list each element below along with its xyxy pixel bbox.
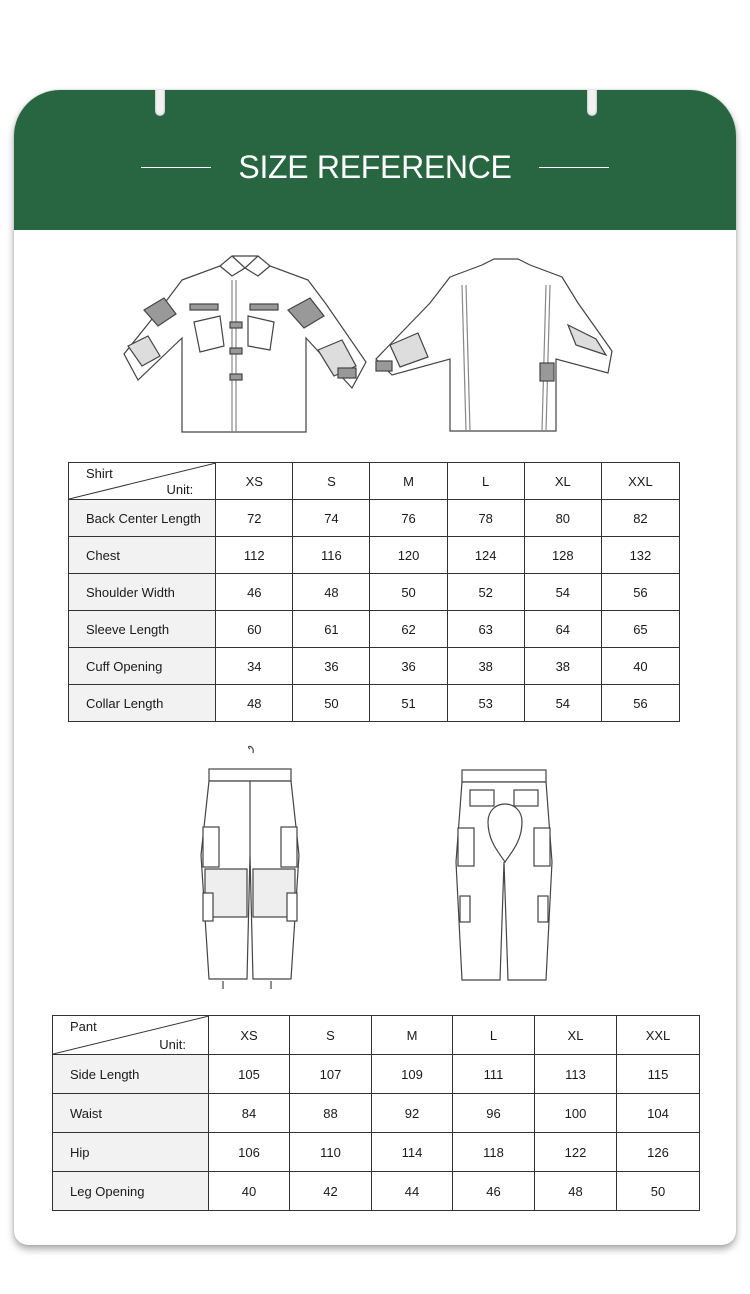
table-cell: 54 — [524, 685, 601, 722]
table-cell: 53 — [447, 685, 524, 722]
shirt-front-illustration — [120, 250, 370, 440]
table-cell: 96 — [453, 1094, 535, 1133]
table-cell: 82 — [601, 500, 679, 537]
row-label: Hip — [53, 1133, 209, 1172]
table-cell: 124 — [447, 537, 524, 574]
table-cell: 48 — [216, 685, 293, 722]
table-cell: 63 — [447, 611, 524, 648]
table-row — [69, 611, 680, 648]
row-label: Cuff Opening — [69, 648, 216, 685]
table-cell: 104 — [617, 1094, 700, 1133]
row-label: Leg Opening — [53, 1172, 209, 1211]
table-cell: 36 — [293, 648, 370, 685]
table-row — [53, 1055, 700, 1094]
table-cell: 65 — [601, 611, 679, 648]
table-cell: 72 — [216, 500, 293, 537]
size-header: XS — [209, 1016, 290, 1055]
row-label: Collar Length — [69, 685, 216, 722]
table-cell: 64 — [524, 611, 601, 648]
row-label: Waist — [53, 1094, 209, 1133]
size-header: L — [447, 463, 524, 500]
table-cell: 40 — [601, 648, 679, 685]
table-cell: 114 — [372, 1133, 453, 1172]
table-cell: 107 — [290, 1055, 372, 1094]
table-cell: 113 — [535, 1055, 617, 1094]
size-header: M — [370, 463, 447, 500]
shirt-size-table — [68, 462, 680, 722]
table-cell: 54 — [524, 574, 601, 611]
table-cell: 84 — [209, 1094, 290, 1133]
table-cell: 36 — [370, 648, 447, 685]
table-cell: 105 — [209, 1055, 290, 1094]
table-cell: 110 — [290, 1133, 372, 1172]
title-divider-right — [539, 167, 609, 168]
page-title: SIZE REFERENCE — [238, 148, 512, 185]
table-cell: 48 — [535, 1172, 617, 1211]
row-label: Chest — [69, 537, 216, 574]
size-header: L — [453, 1016, 535, 1055]
header-banner — [14, 90, 736, 230]
table-cell: 88 — [290, 1094, 372, 1133]
size-header: XXL — [617, 1016, 700, 1055]
table-cell: 111 — [453, 1055, 535, 1094]
row-label: Shoulder Width — [69, 574, 216, 611]
table-cell: 120 — [370, 537, 447, 574]
table-cell: 61 — [293, 611, 370, 648]
pant-corner-cell — [53, 1016, 209, 1055]
table-cell: 50 — [293, 685, 370, 722]
table-row — [69, 574, 680, 611]
table-cell: 118 — [453, 1133, 535, 1172]
table-row — [53, 1094, 700, 1133]
title-divider-left — [141, 167, 211, 168]
size-header: S — [293, 463, 370, 500]
table-cell: 56 — [601, 574, 679, 611]
table-cell: 115 — [617, 1055, 700, 1094]
table-cell: 128 — [524, 537, 601, 574]
table-cell: 46 — [453, 1172, 535, 1211]
table-cell: 42 — [290, 1172, 372, 1211]
row-label: Back Center Length — [69, 500, 216, 537]
size-header: XXL — [601, 463, 679, 500]
table-cell: 132 — [601, 537, 679, 574]
size-header: XL — [535, 1016, 617, 1055]
shirt-corner-cell — [69, 463, 216, 500]
table-cell: 112 — [216, 537, 293, 574]
table-cell: 76 — [370, 500, 447, 537]
table-cell: 51 — [370, 685, 447, 722]
row-label: Side Length — [53, 1055, 209, 1094]
table-row — [69, 500, 680, 537]
table-cell: 50 — [370, 574, 447, 611]
table-cell: 80 — [524, 500, 601, 537]
row-label: Sleeve Length — [69, 611, 216, 648]
table-cell: 74 — [293, 500, 370, 537]
table-row — [69, 537, 680, 574]
table-cell: 34 — [216, 648, 293, 685]
table-cell: 60 — [216, 611, 293, 648]
table-cell: 44 — [372, 1172, 453, 1211]
pant-back-illustration — [450, 762, 560, 987]
pant-header-row — [53, 1016, 700, 1055]
table-cell: 106 — [209, 1133, 290, 1172]
table-cell: 122 — [535, 1133, 617, 1172]
table-cell: 78 — [447, 500, 524, 537]
table-row — [53, 1133, 700, 1172]
shirt-unit-label: Unit: — [166, 482, 194, 497]
size-header: XS — [216, 463, 293, 500]
pant-front-illustration — [195, 745, 305, 990]
table-row — [69, 648, 680, 685]
binder-ring-left — [155, 90, 165, 116]
table-row — [53, 1172, 700, 1211]
table-cell: 62 — [370, 611, 447, 648]
size-header: S — [290, 1016, 372, 1055]
table-cell: 126 — [617, 1133, 700, 1172]
table-cell: 38 — [524, 648, 601, 685]
table-cell: 46 — [216, 574, 293, 611]
shirt-corner-label: Shirt — [86, 466, 113, 481]
shirt-header-row — [69, 463, 680, 500]
table-cell: 52 — [447, 574, 524, 611]
table-cell: 38 — [447, 648, 524, 685]
shirt-back-illustration — [370, 255, 620, 440]
table-cell: 100 — [535, 1094, 617, 1133]
table-cell: 56 — [601, 685, 679, 722]
pant-size-table — [52, 1015, 700, 1211]
table-cell: 40 — [209, 1172, 290, 1211]
table-cell: 92 — [372, 1094, 453, 1133]
title-row — [14, 142, 736, 192]
size-header: XL — [524, 463, 601, 500]
table-cell: 50 — [617, 1172, 700, 1211]
table-cell: 116 — [293, 537, 370, 574]
table-cell: 48 — [293, 574, 370, 611]
table-cell: 109 — [372, 1055, 453, 1094]
size-header: M — [372, 1016, 453, 1055]
pant-corner-label: Pant — [70, 1019, 97, 1034]
pant-unit-label: Unit: — [159, 1037, 186, 1052]
binder-ring-right — [587, 90, 597, 116]
table-row — [69, 685, 680, 722]
